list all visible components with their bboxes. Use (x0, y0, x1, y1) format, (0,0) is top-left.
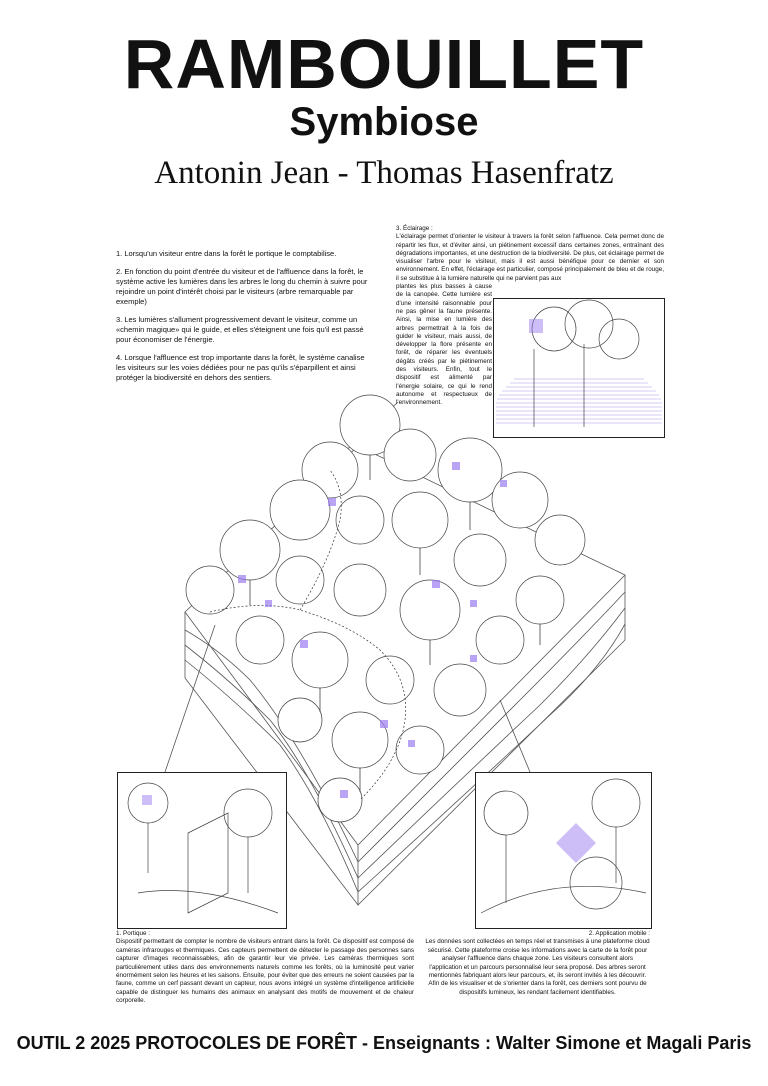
eclairage-heading: 3. Éclairage : (396, 225, 433, 232)
footer-credits: OUTIL 2 2025 PROTOCOLES DE FORÊT - Enseignants : Walter Simone et Magali Paris (16, 1033, 752, 1053)
portique-caption (116, 930, 414, 1006)
eclairage-inset (493, 298, 665, 438)
step-item: 3. Les lumières s'allument progressivement devant le visiteur, comme un «chemin magique» qui le guide, et elles s'éteignent une fois qu'il est passé pour économiser de l'énergie. (116, 315, 364, 344)
application-inset (475, 772, 652, 929)
poster-authors: Antonin Jean - Thomas Hasenfratz (154, 155, 614, 191)
eclairage-paragraph-continued: plantes les plus basses à cause de la canopée. Cette lumière est d'une intensité raisonnable pour ne pas gêner la faune présente. Ainsi, la mise en lumière des arbres permettrait à la fois de guider le visiteur, mais aussi, de développer la flore présente en forêt, de réparer les éventuels dégâts créés par le piétinement des visiteurs. Enfin, tout le dispositif est alimenté par l'énergie solaire, ce qui le rend autonome et respectueux de l'environnement. (396, 283, 492, 407)
step-item: 4. Lorsque l'affluence est trop importante dans la forêt, le système canalise les visiteurs sur les voies dédiées pour ne pas qu'ils s'éparpillent et ainsi protéger la biodiversité en dehors des sentiers. (116, 353, 365, 382)
application-heading: 2. Application mobile : (588, 930, 650, 937)
poster-title: RAMBOUILLET (123, 25, 645, 103)
step-item: 2. En fonction du point d'entrée du visiteur et de l'affluence dans la forêt, le système active les lumières dans les arbres le long du chemin à suivre pour rejoindre un point d'intérêt choisi par le visiteurs (arbre remarquable par exemple) (116, 267, 368, 306)
step-item: 1. Lorsqu'un visiteur entre dans la forêt le portique le comptabilise. (116, 249, 337, 258)
application-text: Les données sont collectées en temps réel et transmises à une plateforme cloud sécurisé. Cette plateforme croise les informations avec la carte de la forêt pour analyser l'affluence dans chaque zone. Les visiteurs consultent alors l'application et un parcours personnalisé leur sera proposé. Des arbres seront mentionnés fabriquant alors leur parcours, et, ils seront invités à les découvrir. Afin de les visualiser et de s'orienter dans la forêt, ces derniers sont pourvu de dispositifs lumineux, les rendant facilement identifiables. (425, 938, 650, 996)
portique-inset (117, 772, 287, 929)
portique-text: Dispositif permettant de compter le nombre de visiteurs entrant dans la forêt. Ce dispositif est composé de caméras infrarouges et thermiques. Ces capteurs permettent de détecter le passage des personnes sans capturer d'images reconnaissables, afin de garantir leur vie privée. Les caméras thermiques sont particulièrement utiles dans des environnements naturels comme les forêts, où la luminosité peut varier énormément selon les heures et les saisons. Ensuite, pour éviter que des erreurs ne soient causées par la faune, comme un cerf passant devant un capteur, nous avons intégré un système d'intelligence artificielle capable de distinguer les humains des animaux en analysant des motifs de mouvement et de chaleur corporelle. (116, 938, 414, 1005)
poster-subtitle: Symbiose (289, 100, 479, 144)
eclairage-paragraph: L'éclairage permet d'orienter le visiteur à travers la forêt selon l'affluence. Cela permet donc de répartir les flux, et d'éviter ainsi, un piétinement excessif dans certaines zones, entraînant des dégradations importantes, et une destruction de la biodiversité. De plus, cet éclairage permet de visualiser l'arbre pour le visiteur, mais il est aussi bénéfique pour ce dernier et son environnement. En effet, l'éclairage est particulier, composé principalement de bleu et de rouge, il se substitue à la lumière naturelle qui ne parvient pas aux (396, 233, 664, 282)
portique-heading: 1. Portique : (116, 930, 150, 937)
application-caption (425, 930, 650, 997)
